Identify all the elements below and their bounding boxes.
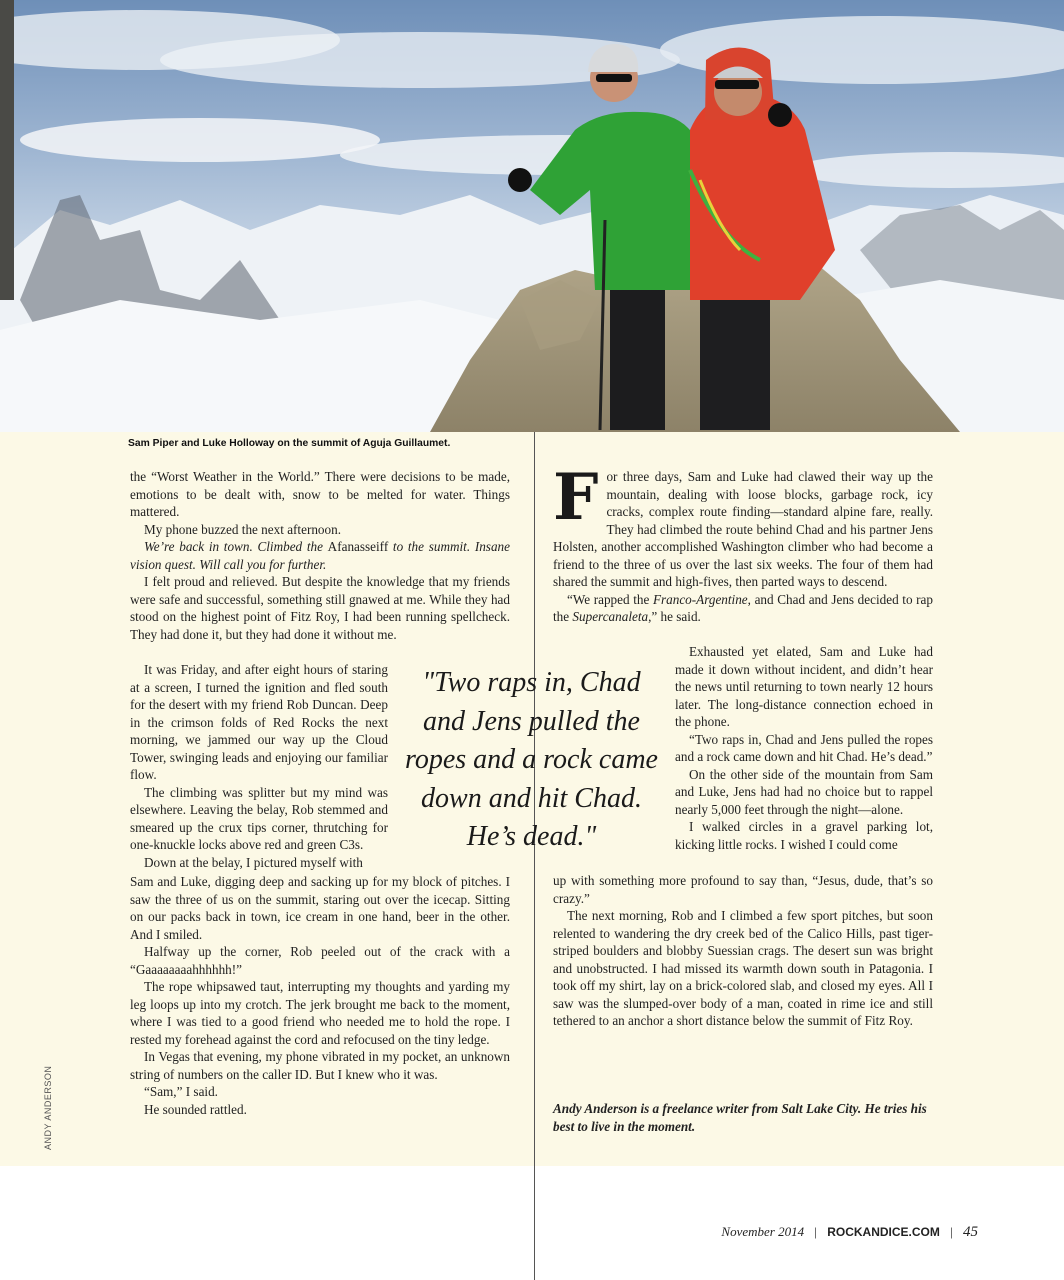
- paragraph: He sounded rattled.: [144, 1101, 247, 1117]
- paragraph: Exhausted yet elated, Sam and Luke had made it down without incident, and didn’t hear the news until returning to town nearly 12 hours later. The long-distance connection echoed in the phone.: [675, 644, 933, 729]
- paragraph: On the other side of the mountain from Sam and Luke, Jens had had no choice but to rappel nearly 5,000 feet through the night—alone.: [675, 766, 933, 817]
- right-column-bottom: [553, 872, 933, 1030]
- right-column-top: [553, 460, 933, 626]
- paragraph: up with something more profound to say than, “Jesus, dude, that’s so crazy.”: [553, 873, 933, 906]
- paragraph: “Two raps in, Chad and Jens pulled the ropes and a rock came down and hit Chad. He’s dead.”: [675, 731, 933, 764]
- left-column-narrow: [130, 661, 388, 871]
- paragraph: The rope whipsawed taut, interrupting my thoughts and yarding my leg loops up into my crotch. The jerk brought me back to the moment, where I was tied to a good friend who needed me to hold the rope. I rested my forehead against the cord and refocused on the tiny ledge.: [130, 979, 510, 1047]
- paragraph: “Sam,” I said.: [144, 1084, 218, 1099]
- paragraph: The climbing was splitter but my mind was elsewhere. Leaving the belay, Rob stemmed and smeared up the crux tips corner, thrutching for one-knuckle locks above red and green C3s.: [130, 784, 388, 852]
- photo-caption: Sam Piper and Luke Holloway on the summit of Aguja Guillaumet.: [128, 438, 451, 449]
- author-bio: Andy Anderson is a freelance writer from Salt Lake City. He tries his best to live in the moment.: [553, 1101, 927, 1134]
- footer-separator: |: [814, 1224, 817, 1239]
- paragraph: I felt proud and relieved. But despite the knowledge that my friends were safe and successful, something still gnawed at me. While they had stood on the highest point of Fitz Roy, I had been running spellcheck. They had done it, but they had done it without me.: [130, 574, 510, 642]
- paragraph: Halfway up the corner, Rob peeled out of the crack with a “Gaaaaaaaahhhhhh!”: [130, 944, 510, 977]
- drop-cap: F: [553, 460, 599, 535]
- pull-quote: "Two raps in, Chad and Jens pulled the ropes and a rock came down and hit Chad. He’s dead.": [405, 667, 658, 852]
- paragraph: I walked circles in a gravel parking lot, kicking little rocks. I wished I could come: [675, 819, 933, 852]
- photo-credit: ANDY ANDERSON: [43, 1065, 53, 1150]
- paragraph: My phone buzzed the next afternoon.: [144, 521, 342, 537]
- paragraph: Sam and Luke, digging deep and sacking up for my block of pitches. I saw the three of us on the summit, staring out over the icecap. Sitting on our packs back in town, ice cream in one hand, beer in the other. And I smiled.: [130, 874, 510, 942]
- footer-separator: |: [950, 1224, 953, 1239]
- site-link[interactable]: ROCKANDICE.COM: [827, 1225, 940, 1239]
- paragraph: For three days, Sam and Luke had clawed their way up the mountain, dealing with loose blocks, garbage rock, icy cracks, complex route finding—standard alpine fare, really. They had climbed the route behind Chad and his partner Jens Holsten, another accomplished Washington climber who had become a friend to the three of us over the last six weeks. The four of them had shared the summit and high-fives, then parted ways to descend.: [553, 460, 933, 589]
- paragraph: It was Friday, and after eight hours of staring at a screen, I turned the ignition and fled south for the desert with my friend Rob Duncan. Deep in the crimson folds of Red Rocks the next morning, we jammed our way up the Cloud Tower, swinging leads and enjoying our familiar flow.: [130, 662, 388, 782]
- right-column-narrow: [675, 643, 933, 853]
- paragraph: the “Worst Weather in the World.” There were decisions to be made, emotions to be dealt with, snow to be melted for water. Things mattered.: [130, 469, 510, 519]
- paragraph: In Vegas that evening, my phone vibrated in my pocket, an unknown string of numbers on the caller ID. But I knew who it was.: [130, 1049, 510, 1082]
- paragraph: The next morning, Rob and I climbed a few sport pitches, but soon relented to wandering the dry creek bed of the Calico Hills, past tiger-striped boulders and blobby Suessian crags. The desert sun was bright and unobstructed. I had missed its warmth down south in Patagonia. I took off my shirt, lay on a brick-colored slab, and closed my eyes. All I saw was the slumped-over body of a man, coated in rime ice and still tethered to an anchor a short distance below the summit of Fitz Roy.: [553, 908, 933, 1028]
- left-column-bottom: [130, 873, 510, 1118]
- summit-photo: [0, 0, 1064, 432]
- page-number: 45: [963, 1224, 978, 1240]
- left-column-top: [130, 468, 510, 643]
- issue-date: November 2014: [721, 1224, 805, 1239]
- page-footer: [721, 1224, 978, 1241]
- paragraph: Down at the belay, I pictured myself with: [144, 854, 363, 870]
- text-message: We’re back in town. Climbed the Afanasseiff to the summit. Insane vision quest. Will call you for further.: [130, 539, 510, 572]
- paragraph: “We rapped the Franco-Argentine, and Chad and Jens decided to rap the Supercanaleta,” he said.: [553, 591, 933, 624]
